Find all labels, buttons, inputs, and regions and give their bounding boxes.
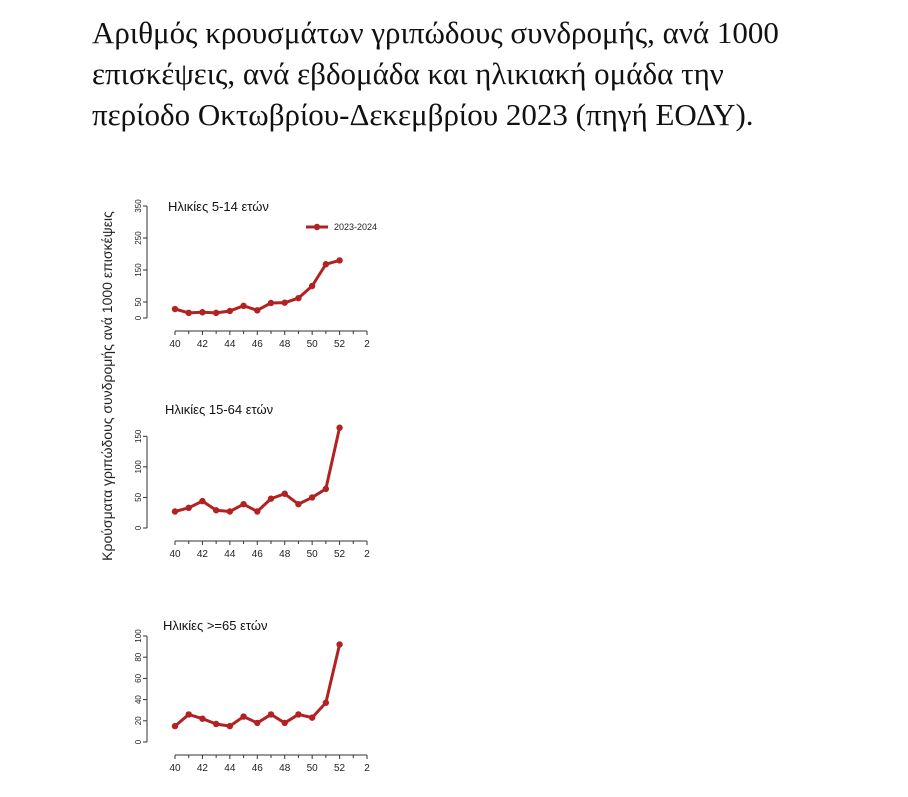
data-point <box>268 495 274 501</box>
data-point <box>323 486 329 492</box>
x-tick-label: 40 <box>169 339 181 350</box>
y-tick-label: 40 <box>134 695 143 705</box>
y-tick-label: 250 <box>134 231 143 245</box>
y-tick-label: 150 <box>134 429 143 443</box>
x-tick-label: 52 <box>334 549 346 560</box>
y-tick-label: 50 <box>134 492 143 502</box>
x-tick-label: 44 <box>224 339 236 350</box>
caption-line-2: επισκέψεις, ανά εβδομάδα και ηλικιακή ομάδα την <box>92 56 724 91</box>
caption-line-1: Αριθμός κρουσμάτων γριπώδους συνδρομής, ανά 1000 <box>92 15 779 50</box>
data-point <box>213 721 219 727</box>
data-point <box>227 508 233 514</box>
y-tick-label: 60 <box>134 673 143 683</box>
y-tick-label: 80 <box>134 652 143 662</box>
x-tick-label: 46 <box>251 339 263 350</box>
data-point <box>268 300 274 306</box>
data-point <box>336 641 342 647</box>
legend-marker <box>314 224 320 230</box>
x-tick-label: 50 <box>306 339 318 350</box>
y-tick-label: 0 <box>134 525 143 531</box>
data-point <box>186 505 192 511</box>
x-tick-label: 50 <box>306 763 318 774</box>
x-tick-label: 40 <box>169 763 181 774</box>
x-tick-label: 48 <box>279 763 291 774</box>
x-tick-label: 44 <box>224 549 236 560</box>
panel-title: Ηλικίες 15-64 ετών <box>165 402 274 417</box>
data-point <box>240 303 246 309</box>
y-tick-label: 150 <box>134 263 143 277</box>
data-point <box>309 714 315 720</box>
data-point <box>186 711 192 717</box>
x-tick-label: 46 <box>251 763 263 774</box>
x-tick-label: 48 <box>279 549 291 560</box>
data-point <box>254 307 260 313</box>
y-tick-label: 50 <box>134 297 143 307</box>
x-tick-label: 42 <box>196 763 208 774</box>
y-tick-label: 0 <box>134 315 143 321</box>
x-tick-label: 52 <box>334 339 346 350</box>
x-tick-label: 50 <box>306 549 318 560</box>
x-tick-label: 2 <box>364 763 370 774</box>
data-point <box>282 491 288 497</box>
x-tick-label: 42 <box>196 549 208 560</box>
data-point <box>295 501 301 507</box>
data-point <box>186 310 192 316</box>
data-point <box>295 295 301 301</box>
data-point <box>199 309 205 315</box>
x-tick-label: 40 <box>169 549 181 560</box>
x-tick-label: 44 <box>224 763 236 774</box>
panel-title: Ηλικίες >=65 ετών <box>163 618 268 633</box>
data-point <box>254 508 260 514</box>
x-tick-label: 42 <box>196 339 208 350</box>
legend-label: 2023-2024 <box>334 222 378 232</box>
data-point <box>323 700 329 706</box>
y-tick-label: 0 <box>134 739 143 745</box>
data-point <box>227 308 233 314</box>
y-tick-label: 100 <box>134 629 143 643</box>
y-axis-label: Κρούσματα γριπώδους συνδρομής ανά 1000 επισκέψεις <box>99 211 115 561</box>
data-point <box>172 306 178 312</box>
data-point <box>240 713 246 719</box>
chart-panel-1 <box>134 199 377 350</box>
data-point <box>213 507 219 513</box>
data-point <box>336 257 342 263</box>
panel-title: Ηλικίες 5-14 ετών <box>168 199 269 214</box>
y-tick-label: 350 <box>134 199 143 213</box>
data-point <box>240 501 246 507</box>
chart-panel-2 <box>134 402 370 560</box>
x-tick-label: 48 <box>279 339 291 350</box>
data-point <box>172 508 178 514</box>
data-point <box>199 498 205 504</box>
chart-panel-3 <box>134 618 370 774</box>
data-point <box>172 723 178 729</box>
caption-line-3: περίοδο Οκτωβρίου-Δεκεμβρίου 2023 (πηγή ΕΟΔΥ). <box>92 97 754 132</box>
data-point <box>254 720 260 726</box>
data-point <box>309 494 315 500</box>
data-point <box>213 310 219 316</box>
x-tick-label: 2 <box>364 339 370 350</box>
y-tick-label: 100 <box>134 460 143 474</box>
data-point <box>282 720 288 726</box>
data-point <box>323 261 329 267</box>
data-point <box>336 425 342 431</box>
x-tick-label: 52 <box>334 763 346 774</box>
y-tick-label: 20 <box>134 716 143 726</box>
data-point <box>227 723 233 729</box>
data-point <box>268 711 274 717</box>
series-line <box>175 644 340 726</box>
x-tick-label: 46 <box>251 549 263 560</box>
data-point <box>309 283 315 289</box>
data-point <box>295 711 301 717</box>
data-point <box>199 715 205 721</box>
x-tick-label: 2 <box>364 549 370 560</box>
data-point <box>282 299 288 305</box>
